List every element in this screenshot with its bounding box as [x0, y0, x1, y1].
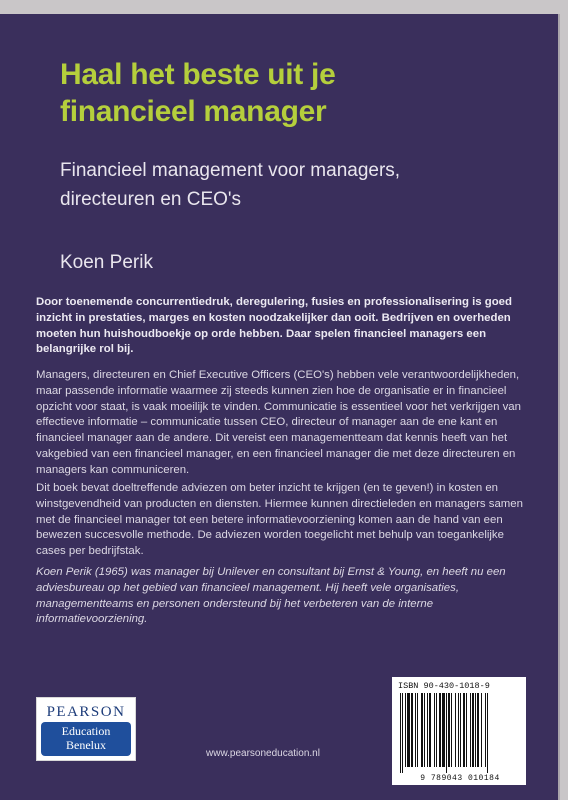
blurb-paragraph-2: Dit boek bevat doeltreffende adviezen om beter inzicht te krijgen (en te geven!) in kosten en winstgevendheid van producten en diensten. Hiermee kunnen directieleden en managers samen met de financieel manager tot een betere informatievoorziening komen aan de hand van een bewezen succesvolle methode. De adviezen worden toegelicht met behulp van toegankelijke cases per bedrijfstak. [36, 482, 523, 558]
author-bio: Koen Perik (1965) was manager bij Unilever en consultant bij Ernst & Young, en heeft nu een adviesbureau op het gebied van financieel management. Hij heeft vele organisaties, managementteams en personen ondersteund bij het verbeteren van de interne informatievoorziening. [36, 566, 506, 626]
publisher-website: www.pearsoneducation.nl [206, 748, 320, 759]
blurb-intro: Door toenemende concurrentiedruk, deregulering, fusies en professionalisering is goed inzicht in prestaties, marges en kosten noodzakelijker dan ooit. Bedrijven en overheden moeten hun huishoudboekje op orde hebben. Daar spelen financieel managers een belangrijke rol bij. [36, 296, 512, 356]
book-title [60, 56, 520, 130]
book-subtitle-line-1: Financieel management voor managers, [60, 160, 401, 181]
barcode-icon [398, 693, 520, 773]
pearson-logo [36, 697, 136, 761]
pearson-logo-education: Education [61, 724, 111, 738]
isbn-label: ISBN 90-430-1018-9 [398, 681, 490, 691]
pearson-logo-badge [41, 722, 131, 756]
pearson-logo-benelux: Benelux [66, 738, 106, 752]
isbn-barcode-box [392, 677, 526, 785]
book-author: Koen Perik [60, 252, 153, 273]
isbn-digits: 9 789043 010184 [420, 774, 500, 783]
book-subtitle-line-2: directeuren en CEO's [60, 189, 242, 210]
book-back-cover [0, 14, 558, 800]
blurb-paragraph-1: Managers, directeuren en Chief Executive Officers (CEO's) hebben vele verantwoordelijkheden, maar passende informatie waarmee zij steeds kunnen zien hoe de organisatie er in financieel opzicht voor staat, is vaak moeilijk te vinden. Communicatie is essentieel voor het verkrijgen van effectieve informatie – communicatie tussen CEO, directeur of manager aan de ene kant en financieel manager aan de andere. Dit vereist een managementteam dat kennis heeft van het vakgebied van een financieel manager, en een financieel manager die met deze directeuren en managers kan communiceren. [36, 369, 521, 476]
book-subtitle [60, 156, 530, 214]
pearson-logo-wordmark: PEARSON [46, 704, 126, 720]
book-title-line-2: financieel manager [60, 95, 327, 128]
book-title-line-1: Haal het beste uit je [60, 58, 336, 91]
